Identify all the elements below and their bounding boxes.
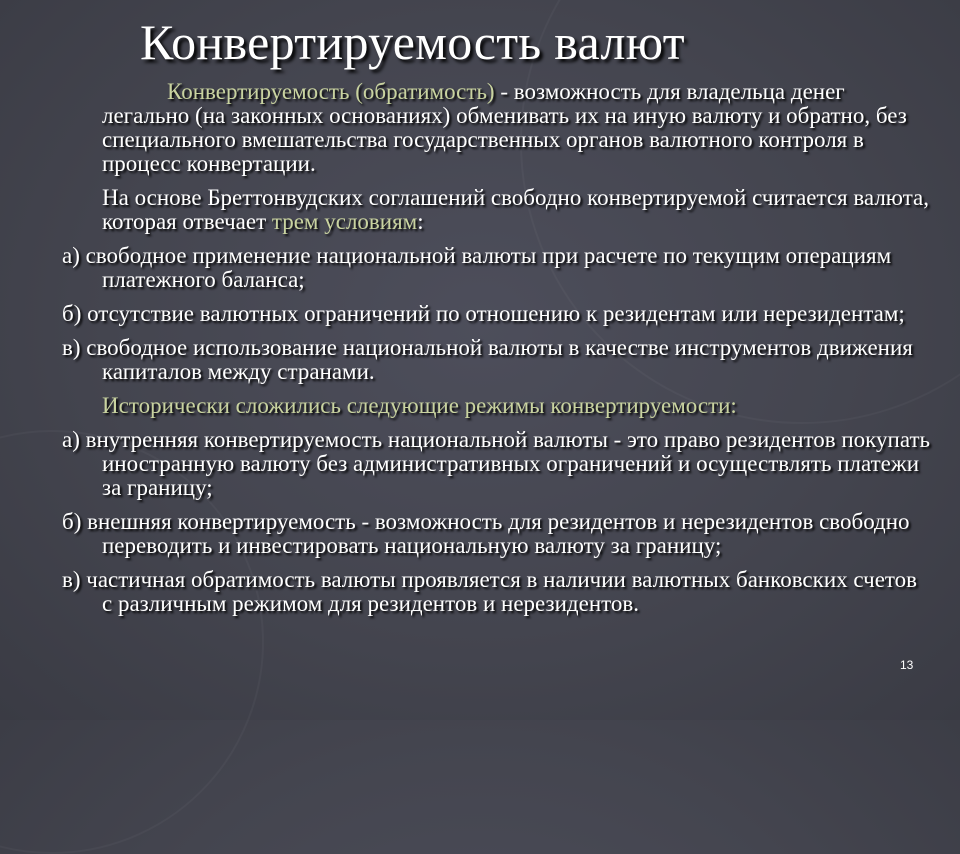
definition-term: Конвертируемость (обратимость) [167, 79, 495, 104]
slide-number: 13 [900, 658, 914, 672]
condition-item: а) свободное применение национальной валюты при расчете по текущим операциям платежного баланса; [62, 243, 892, 292]
regimes-heading: Исторически сложились следующие режимы конвертируемости: [102, 393, 737, 418]
regime-item: в) частичная обратимость валюты проявляется в наличии валютных банковских счетов с различным режимом для резидентов и нерезидентов. [62, 567, 918, 616]
definition-text: - возможность для владельца денег легально (на законных основаниях) обменивать их на иную валюту и обратно, без специального вмешательства государственных органов валютного контроля в процесс конвертации. [102, 79, 907, 176]
slide-title: Конвертируемость валют [140, 14, 685, 70]
three-conditions-highlight: трем условиям [271, 209, 418, 234]
bretton-woods-text: На основе Бреттонвудских соглашений свободно конвертируемой считается валюта, которая отвечает [102, 185, 929, 234]
bretton-woods-paragraph [62, 186, 932, 234]
condition-item: б) отсутствие валютных ограничений по отношению к резидентам или нерезидентам; [62, 301, 905, 326]
bretton-woods-end: : [417, 209, 424, 234]
condition-item: в) свободное использование национальной валюты в качестве инструментов движения капиталов между странами. [62, 335, 913, 384]
regime-item: а) внутренняя конвертируемость национальной валюты - это право резидентов покупать иностранную валюту без административных ограничений и осуществлять платежи за границу; [62, 427, 930, 500]
slide-body [62, 80, 932, 626]
definition-paragraph [62, 80, 932, 176]
regime-item: б) внешняя конвертируемость - возможность для резидентов и нерезидентов свободно переводить и инвестировать национальную валюту за границу; [62, 509, 910, 558]
